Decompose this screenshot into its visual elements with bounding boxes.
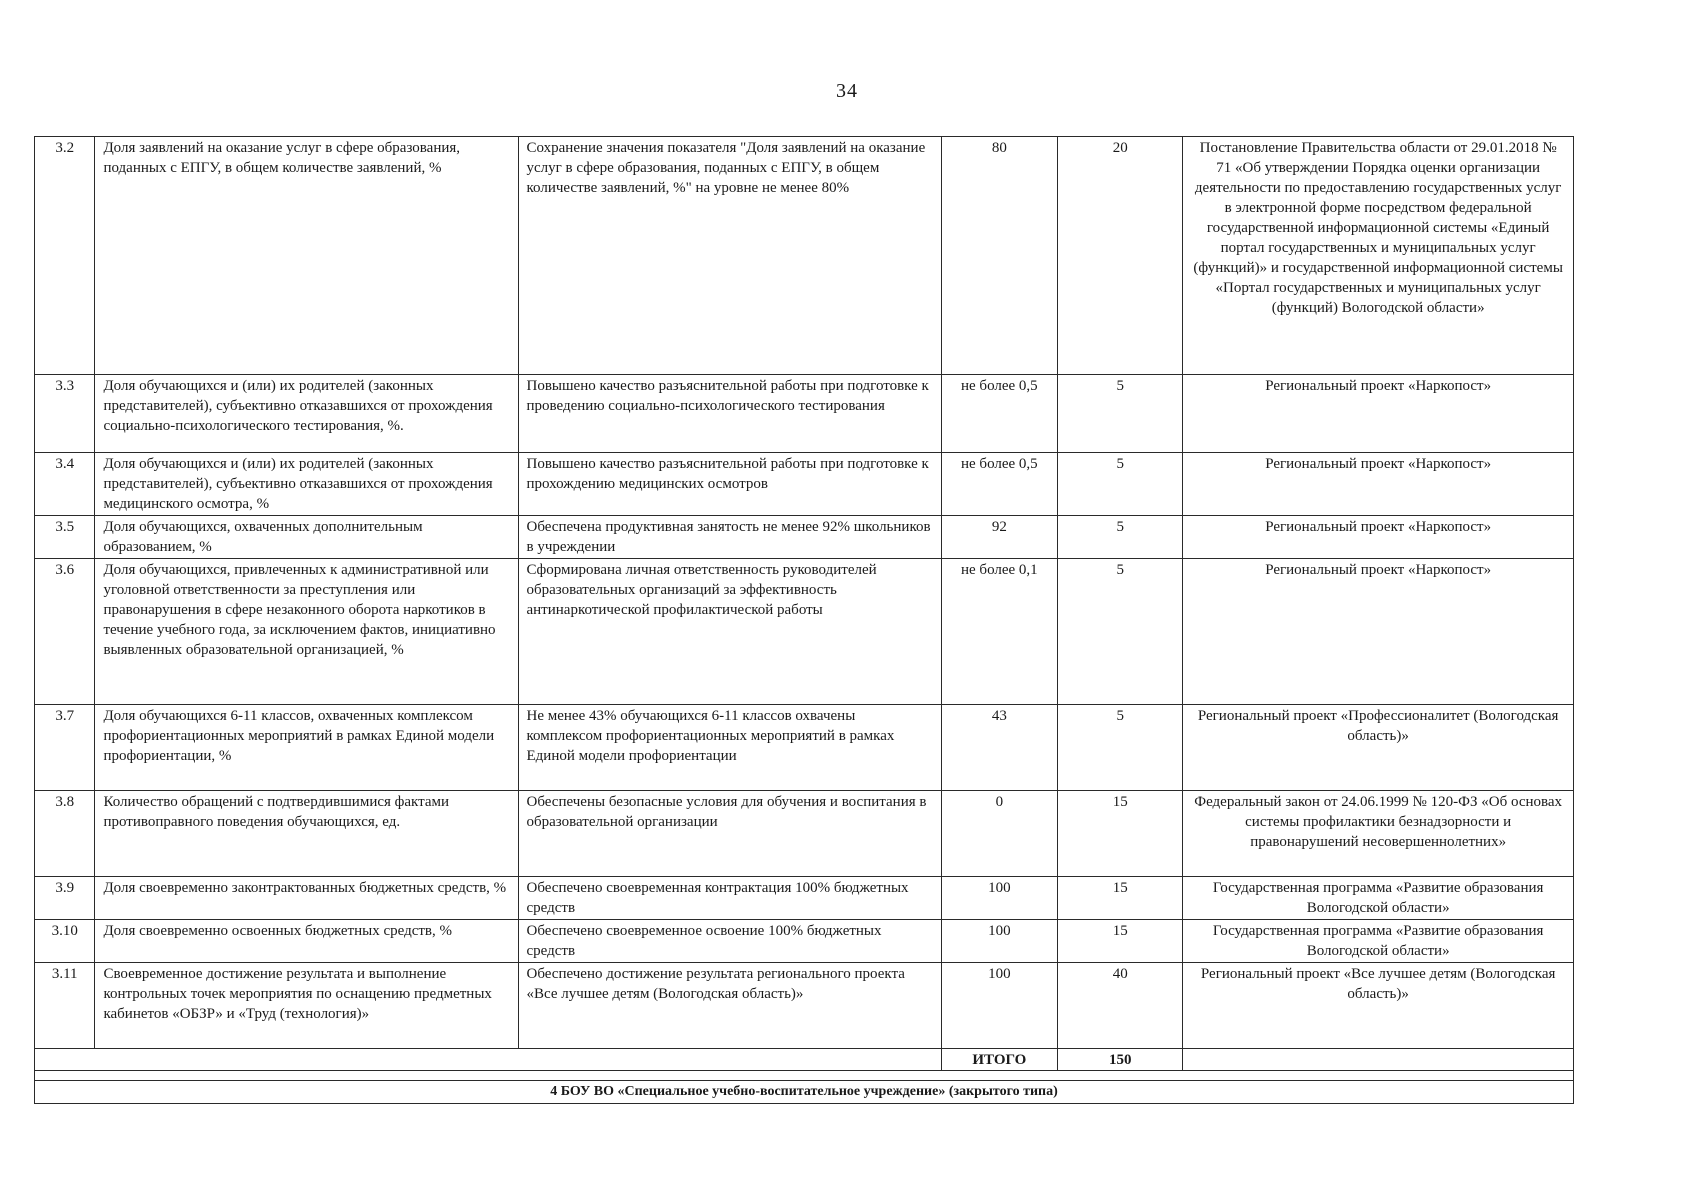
table-row — [35, 877, 1574, 920]
expected-result: Повышено качество разъяснительной работы при подготовке к прохождению медицинских осмотров — [518, 453, 941, 516]
expected-result: Обеспечена продуктивная занятость не менее 92% школьников в учреждении — [518, 516, 941, 559]
expected-result: Сохранение значения показателя "Доля заявлений на оказание услуг в сфере образования, поданных с ЕПГУ, в общем количестве заявлений, %" на уровне не менее 80% — [518, 137, 941, 375]
target-value: 100 — [941, 877, 1058, 920]
row-number: 3.5 — [35, 516, 95, 559]
section-title: 4 БОУ ВО «Специальное учебно-воспитательное учреждение» (закрытого типа) — [35, 1081, 1574, 1104]
indicator-name: Доля заявлений на оказание услуг в сфере образования, поданных с ЕПГУ, в общем количестве заявлений, % — [95, 137, 518, 375]
source-document: Постановление Правительства области от 29.01.2018 № 71 «Об утверждении Порядка оценки организации деятельности по предоставлению государственных услуг в электронной форме посредством федеральной государственной информационной системы «Единый портал государственных и муниципальных услуг (функций)» и государственной информационной системы «Портал государственных и муниципальных услуг (функций) Вологодской области» — [1183, 137, 1574, 375]
row-number: 3.6 — [35, 559, 95, 705]
target-value: не более 0,5 — [941, 453, 1058, 516]
points-value: 40 — [1058, 963, 1183, 1049]
indicator-name: Доля обучающихся и (или) их родителей (законных представителей), субъективно отказавшихся от прохождения медицинского осмотра, % — [95, 453, 518, 516]
target-value: 100 — [941, 920, 1058, 963]
indicator-name: Доля обучающихся и (или) их родителей (законных представителей), субъективно отказавшихся от прохождения социально-психологического тестирования, %. — [95, 375, 518, 453]
expected-result: Обеспечено достижение результата регионального проекта «Все лучшее детям (Вологодская область)» — [518, 963, 941, 1049]
points-value: 5 — [1058, 375, 1183, 453]
indicators-table — [34, 136, 1574, 1104]
spacer-cell — [35, 1071, 1574, 1081]
source-document: Государственная программа «Развитие образования Вологодской области» — [1183, 877, 1574, 920]
table-row — [35, 791, 1574, 877]
indicator-name: Доля обучающихся, привлеченных к административной или уголовной ответственности за преступления или правонарушения в сфере незаконного оборота наркотиков в течение учебного года, за исключением фактов, инициативно выявленных образовательной организацией, % — [95, 559, 518, 705]
expected-result: Не менее 43% обучающихся 6-11 классов охвачены комплексом профориентационных мероприятий в рамках Единой модели профориентации — [518, 705, 941, 791]
table-row — [35, 516, 1574, 559]
indicator-name: Своевременное достижение результата и выполнение контрольных точек мероприятия по оснащению предметных кабинетов «ОБЗР» и «Труд (технология)» — [95, 963, 518, 1049]
total-empty-cell — [1183, 1049, 1574, 1071]
target-value: 92 — [941, 516, 1058, 559]
source-document: Государственная программа «Развитие образования Вологодской области» — [1183, 920, 1574, 963]
table-row — [35, 705, 1574, 791]
table-row — [35, 920, 1574, 963]
points-value: 15 — [1058, 877, 1183, 920]
row-number: 3.9 — [35, 877, 95, 920]
points-value: 15 — [1058, 791, 1183, 877]
target-value: 43 — [941, 705, 1058, 791]
table-row — [35, 963, 1574, 1049]
points-value: 20 — [1058, 137, 1183, 375]
target-value: 80 — [941, 137, 1058, 375]
expected-result: Обеспечено своевременная контрактация 100% бюджетных средств — [518, 877, 941, 920]
table-row — [35, 559, 1574, 705]
page-number: 34 — [836, 80, 858, 102]
total-value: 150 — [1058, 1049, 1183, 1071]
target-value: 100 — [941, 963, 1058, 1049]
row-number: 3.4 — [35, 453, 95, 516]
points-value: 5 — [1058, 705, 1183, 791]
indicator-name: Доля своевременно законтрактованных бюджетных средств, % — [95, 877, 518, 920]
table-row — [35, 375, 1574, 453]
section-header-row — [35, 1081, 1574, 1104]
indicator-name: Доля обучающихся 6-11 классов, охваченных комплексом профориентационных мероприятий в рамках Единой модели профориентации, % — [95, 705, 518, 791]
expected-result: Обеспечены безопасные условия для обучения и воспитания в образовательной организации — [518, 791, 941, 877]
expected-result: Сформирована личная ответственность руководителей образовательных организаций за эффективность антинаркотической профилактической работы — [518, 559, 941, 705]
indicator-name: Доля обучающихся, охваченных дополнительным образованием, % — [95, 516, 518, 559]
points-value: 5 — [1058, 453, 1183, 516]
indicator-name: Доля своевременно освоенных бюджетных средств, % — [95, 920, 518, 963]
row-number: 3.10 — [35, 920, 95, 963]
row-number: 3.3 — [35, 375, 95, 453]
total-row — [35, 1049, 1574, 1071]
points-value: 5 — [1058, 559, 1183, 705]
source-document: Региональный проект «Наркопост» — [1183, 516, 1574, 559]
indicator-name: Количество обращений с подтвердившимися фактами противоправного поведения обучающихся, ед. — [95, 791, 518, 877]
spacer-row — [35, 1071, 1574, 1081]
total-empty-cell — [35, 1049, 942, 1071]
table-row — [35, 137, 1574, 375]
source-document: Региональный проект «Все лучшее детям (Вологодская область)» — [1183, 963, 1574, 1049]
row-number: 3.11 — [35, 963, 95, 1049]
source-document: Региональный проект «Профессионалитет (Вологодская область)» — [1183, 705, 1574, 791]
expected-result: Повышено качество разъяснительной работы при подготовке к проведению социально-психологического тестирования — [518, 375, 941, 453]
source-document: Региональный проект «Наркопост» — [1183, 375, 1574, 453]
target-value: 0 — [941, 791, 1058, 877]
table-row — [35, 453, 1574, 516]
source-document: Региональный проект «Наркопост» — [1183, 453, 1574, 516]
points-value: 5 — [1058, 516, 1183, 559]
expected-result: Обеспечено своевременное освоение 100% бюджетных средств — [518, 920, 941, 963]
row-number: 3.7 — [35, 705, 95, 791]
target-value: не более 0,5 — [941, 375, 1058, 453]
target-value: не более 0,1 — [941, 559, 1058, 705]
source-document: Федеральный закон от 24.06.1999 № 120-ФЗ «Об основах системы профилактики безнадзорности и правонарушений несовершеннолетних» — [1183, 791, 1574, 877]
row-number: 3.8 — [35, 791, 95, 877]
row-number: 3.2 — [35, 137, 95, 375]
total-label: ИТОГО — [941, 1049, 1058, 1071]
points-value: 15 — [1058, 920, 1183, 963]
source-document: Региональный проект «Наркопост» — [1183, 559, 1574, 705]
